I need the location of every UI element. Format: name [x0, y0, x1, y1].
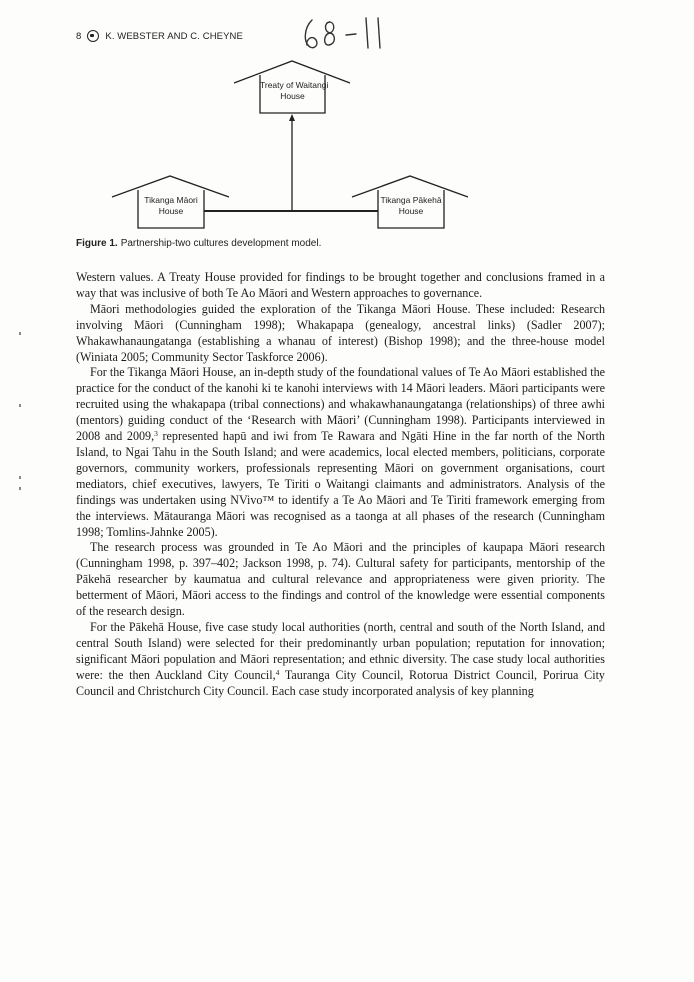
- paragraph: Māori methodologies guided the exploration of the Tikanga Māori House. These included: Research involving Māori (Cunningham 1998); Whakapapa (genealogy, ancestral links) (Sadler 2007); Whakawhanaungatanga (establishing a whanau of interest) (Bishop 1998); and the three-house model (Winiata 2005; Community Sector Taskforce 2006).: [76, 301, 605, 364]
- margin-mark: [19, 487, 21, 490]
- margin-mark: [19, 476, 21, 479]
- figure-caption-label: Figure 1.: [76, 238, 118, 249]
- footnote-ref[interactable]: 4: [275, 667, 280, 677]
- tikanga-pakeha-house-label: Tikanga Pākehā House: [380, 195, 442, 216]
- tikanga-maori-house-label: Tikanga Māori House: [144, 195, 198, 216]
- footnote-ref[interactable]: 3: [154, 429, 158, 439]
- arrow-head-icon: [289, 114, 295, 121]
- paragraph: The research process was grounded in Te Ao Māori and the principles of kaupapa Māori research (Cunningham 1998, p. 397–402; Jackson 1998, p. 74). Cultural safety for participants, mentorship of the Pākehā researcher by kaumatua and cultural relevance and appropriateness were given priority. The betterment of Māori, Māori access to the findings and control of the knowledge were essential components of the research design.: [76, 540, 605, 619]
- figure-caption: [76, 238, 321, 249]
- running-header-authors: K. WEBSTER AND C. CHEYNE: [105, 30, 243, 42]
- body-text: [76, 270, 605, 699]
- figure-caption-text: Partnership-two cultures development model.: [120, 238, 322, 249]
- paragraph: For the Tikanga Māori House, an in-depth study of the foundational values of Te Ao Māori established the practice for the conduct of the kanohi ki te kanohi interviews with 14 Māori leaders. Māori participants were recruited using the whakapapa (tribal connections) and whakawhanaungatanga (relationships) of three awhi (mentors) guiding conduct of the ‘Research with Māori’ (Cunningham 1998). Participants interviewed in 2008 and 2009,$^3$ represented hapū and iwi from Te Rawara and Ngāti Hine in the far north of the North Island, to Ngai Tahu in the South Island; and were academics, local elected members, politicians, corporate governors, community workers, professionals representing Māori on government organisations, court mediators, chief executives, lawyers, Te Tiriti o Waitangi claimants and administrators. Analysis of the findings was undertaken using NVivo™ to identify a Te Ao Māori and Te Tiriti framework emerging from the interviews. Mātauranga Māori was recognised as a taonga at all phases of the research (Cunningham 1998; Tomlins-Jahnke 2005).: [76, 365, 605, 539]
- treaty-house-label: Treaty of Waitangi House: [260, 80, 329, 101]
- figure-diagram: [0, 0, 694, 260]
- page-number: 8: [76, 30, 82, 42]
- margin-mark: [19, 404, 21, 407]
- margin-mark: [19, 332, 21, 335]
- paragraph: For the Pākehā House, five case study local authorities (north, central and south of the North Island, and central South Island) were selected for their predominantly urban population; reputation for innovation; significant Māori population and Māori representation; and ethnic diversity. The case study local authorities were: the then Auckland City Council,$^4$ Tauranga City Council, Rotorua District Council, Porirua City Council and Christchurch City Council. Each case study incorporated analysis of key planning: [76, 619, 605, 698]
- paragraph: Western values. A Treaty House provided for findings to be brought together and conclusions framed in a way that was inclusive of both Te Ao Māori and Western approaches to governance.: [76, 270, 605, 300]
